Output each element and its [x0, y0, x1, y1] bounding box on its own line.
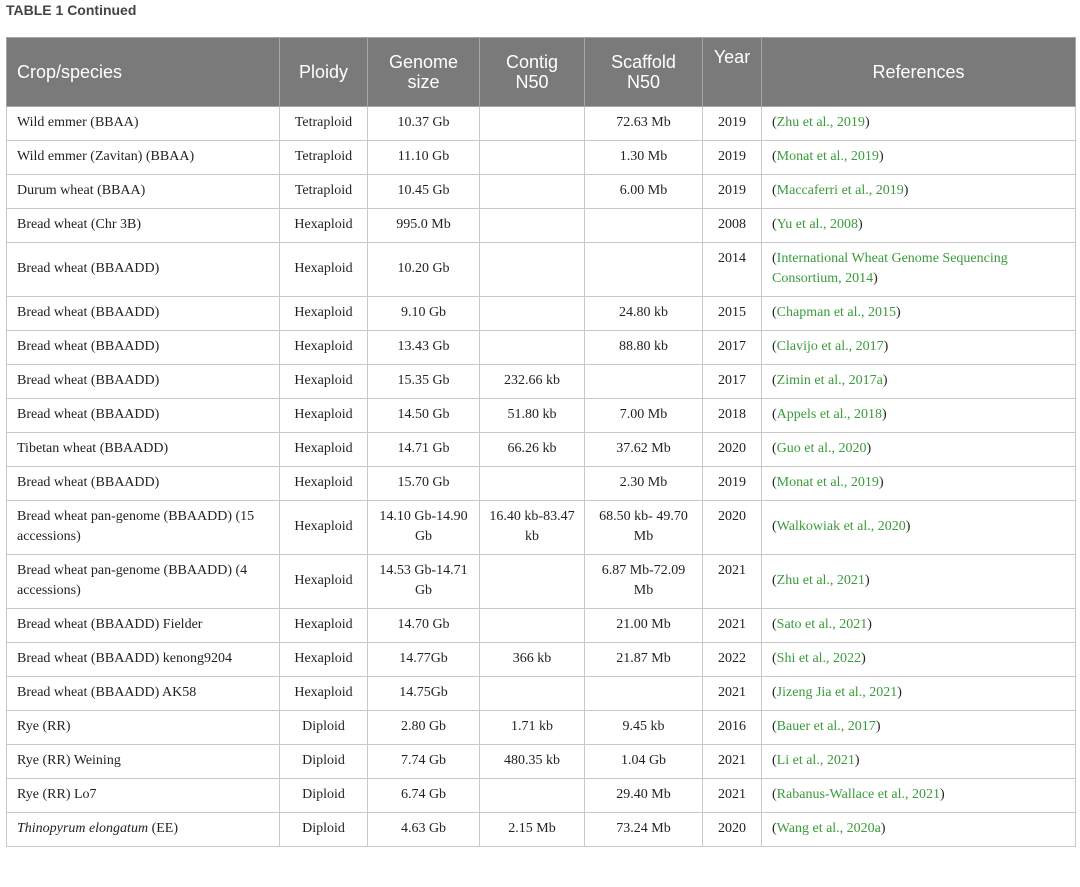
- contig-n50-cell: [480, 209, 585, 243]
- year-cell: 2008: [703, 209, 762, 243]
- scaffold-n50-cell: [585, 365, 703, 399]
- genome-size-cell: 4.63 Gb: [368, 813, 480, 847]
- reference-link[interactable]: Zhu et al., 2021: [776, 573, 865, 588]
- year-cell: 2019: [703, 175, 762, 209]
- year-cell: 2014: [703, 243, 762, 297]
- reference-link[interactable]: Zhu et al., 2019: [776, 115, 865, 130]
- crop-species-italic: Thinopyrum elongatum: [17, 821, 149, 836]
- table-row: [7, 433, 1076, 467]
- reference-close-paren: ): [864, 115, 870, 130]
- scaffold-n50-cell: [585, 243, 703, 297]
- crop-species-cell: [7, 243, 280, 297]
- year-cell: 2017: [703, 331, 762, 365]
- year-cell: 2017: [703, 365, 762, 399]
- crop-species-text: Rye (RR): [17, 719, 71, 734]
- reference-open-paren: (: [772, 651, 777, 666]
- contig-n50-cell: [480, 609, 585, 643]
- reference-open-paren: (: [772, 821, 777, 836]
- year-cell: 2020: [703, 501, 762, 555]
- contig-n50-cell: [480, 331, 585, 365]
- genome-size-cell: 6.74 Gb: [368, 779, 480, 813]
- scaffold-n50-cell: 9.45 kb: [585, 711, 703, 745]
- crop-species-cell: [7, 467, 280, 501]
- genome-size-cell: 2.80 Gb: [368, 711, 480, 745]
- reference-cell: [762, 779, 1076, 813]
- crop-species-cell: [7, 331, 280, 365]
- reference-close-paren: ): [896, 305, 901, 320]
- reference-close-paren: ): [905, 519, 911, 534]
- year-cell: 2019: [703, 141, 762, 175]
- genome-size-cell: 7.74 Gb: [368, 745, 480, 779]
- reference-open-paren: (: [772, 719, 777, 734]
- genome-size-cell: 10.45 Gb: [368, 175, 480, 209]
- ploidy-cell: Tetraploid: [280, 175, 368, 209]
- genome-size-cell: 10.20 Gb: [368, 243, 480, 297]
- crop-species-text: Tibetan wheat (BBAADD): [17, 441, 169, 456]
- genome-size-cell: 15.35 Gb: [368, 365, 480, 399]
- reference-close-paren: ): [883, 339, 889, 354]
- table-caption: TABLE 1 Continued: [6, 2, 137, 18]
- reference-close-paren: ): [867, 617, 872, 632]
- genome-size-cell: 11.10 Gb: [368, 141, 480, 175]
- reference-open-paren: (: [772, 685, 777, 700]
- genome-size-cell: 10.37 Gb: [368, 107, 480, 141]
- genome-size-cell: 14.77Gb: [368, 643, 480, 677]
- header-crop: Crop/species: [7, 38, 280, 107]
- ploidy-cell: Hexaploid: [280, 243, 368, 297]
- reference-link[interactable]: Bauer et al., 2017: [776, 719, 876, 734]
- reference-cell: [762, 331, 1076, 365]
- crop-species-text: Wild emmer (Zavitan) (BBAA): [17, 149, 195, 164]
- ploidy-cell: Diploid: [280, 745, 368, 779]
- crop-species-text: Bread wheat (BBAADD): [17, 407, 160, 422]
- scaffold-n50-cell: [585, 209, 703, 243]
- reference-open-paren: (: [772, 115, 777, 130]
- table-row: [7, 365, 1076, 399]
- ploidy-cell: Hexaploid: [280, 209, 368, 243]
- reference-cell: [762, 813, 1076, 847]
- reference-close-paren: ): [873, 271, 878, 286]
- scaffold-n50-cell: 72.63 Mb: [585, 107, 703, 141]
- contig-n50-cell: 16.40 kb-83.47 kb: [480, 501, 585, 555]
- table-row: [7, 141, 1076, 175]
- contig-n50-cell: 232.66 kb: [480, 365, 585, 399]
- contig-n50-cell: 1.71 kb: [480, 711, 585, 745]
- scaffold-n50-cell: 6.87 Mb-72.09 Mb: [585, 555, 703, 609]
- reference-open-paren: (: [772, 183, 777, 198]
- scaffold-n50-cell: 1.04 Gb: [585, 745, 703, 779]
- reference-open-paren: (: [772, 441, 777, 456]
- table-row: [7, 107, 1076, 141]
- reference-cell: [762, 609, 1076, 643]
- reference-close-paren: ): [854, 753, 860, 768]
- crop-species-cell: [7, 297, 280, 331]
- table-row: [7, 813, 1076, 847]
- header-row: [7, 38, 1076, 107]
- ploidy-cell: Diploid: [280, 813, 368, 847]
- ploidy-cell: Hexaploid: [280, 399, 368, 433]
- scaffold-n50-cell: 24.80 kb: [585, 297, 703, 331]
- reference-cell: [762, 677, 1076, 711]
- year-cell: 2020: [703, 433, 762, 467]
- table-row: [7, 399, 1076, 433]
- reference-link[interactable]: Li et al., 2021: [776, 753, 855, 768]
- year-cell: 2021: [703, 555, 762, 609]
- year-cell: 2018: [703, 399, 762, 433]
- reference-cell: [762, 501, 1076, 555]
- scaffold-n50-cell: 21.87 Mb: [585, 643, 703, 677]
- reference-cell: [762, 297, 1076, 331]
- scaffold-n50-cell: 7.00 Mb: [585, 399, 703, 433]
- reference-close-paren: ): [866, 441, 872, 456]
- table-row: [7, 779, 1076, 813]
- genome-size-cell: 14.50 Gb: [368, 399, 480, 433]
- header-genome-size: [368, 38, 480, 107]
- ploidy-cell: Hexaploid: [280, 297, 368, 331]
- year-cell: 2019: [703, 107, 762, 141]
- ploidy-cell: Hexaploid: [280, 555, 368, 609]
- crop-species-cell: [7, 779, 280, 813]
- contig-n50-cell: [480, 677, 585, 711]
- contig-n50-cell: 366 kb: [480, 643, 585, 677]
- contig-n50-cell: [480, 555, 585, 609]
- ploidy-cell: Hexaploid: [280, 331, 368, 365]
- scaffold-n50-cell: 2.30 Mb: [585, 467, 703, 501]
- scaffold-n50-cell: 1.30 Mb: [585, 141, 703, 175]
- crop-species-text: Durum wheat (BBAA): [17, 183, 146, 198]
- crop-species-cell: [7, 711, 280, 745]
- genome-size-cell: 14.53 Gb-14.71 Gb: [368, 555, 480, 609]
- reference-link[interactable]: Sato et al., 2021: [776, 617, 868, 632]
- crop-species-cell: [7, 209, 280, 243]
- table-row: [7, 643, 1076, 677]
- ploidy-cell: Tetraploid: [280, 107, 368, 141]
- year-cell: 2021: [703, 779, 762, 813]
- crop-species-text: Bread wheat (BBAADD) kenong9204: [17, 651, 233, 666]
- header-scaffold: [585, 38, 703, 107]
- ploidy-cell: Hexaploid: [280, 609, 368, 643]
- table-row: [7, 243, 1076, 297]
- reference-link[interactable]: Maccaferri et al., 2019: [776, 183, 904, 198]
- crop-species-cell: [7, 399, 280, 433]
- reference-open-paren: (: [772, 305, 777, 320]
- reference-link[interactable]: Rabanus-Wallace et al., 2021: [776, 787, 940, 802]
- year-cell: 2021: [703, 677, 762, 711]
- crop-species-cell: [7, 107, 280, 141]
- reference-cell: [762, 243, 1076, 297]
- crop-species-text: Rye (RR) Weining: [17, 753, 121, 768]
- crop-species-text: (EE): [148, 821, 178, 836]
- scaffold-n50-cell: 21.00 Mb: [585, 609, 703, 643]
- reference-close-paren: ): [897, 685, 902, 700]
- reference-link[interactable]: Yu et al., 2008: [776, 217, 858, 232]
- year-cell: 2015: [703, 297, 762, 331]
- scaffold-n50-cell: 68.50 kb- 49.70 Mb: [585, 501, 703, 555]
- reference-open-paren: (: [772, 519, 777, 534]
- ploidy-cell: Hexaploid: [280, 643, 368, 677]
- reference-open-paren: (: [772, 407, 777, 422]
- crop-species-text: Bread wheat (Chr 3B): [17, 217, 142, 232]
- year-cell: 2021: [703, 609, 762, 643]
- reference-open-paren: (: [772, 753, 777, 768]
- header-scaffold-line1: Scaffold: [611, 52, 676, 72]
- scaffold-n50-cell: 6.00 Mb: [585, 175, 703, 209]
- reference-cell: [762, 141, 1076, 175]
- crop-species-cell: [7, 555, 280, 609]
- ploidy-cell: Hexaploid: [280, 677, 368, 711]
- reference-cell: [762, 467, 1076, 501]
- contig-n50-cell: [480, 467, 585, 501]
- table-row: [7, 501, 1076, 555]
- reference-link[interactable]: Zimin et al., 2017a: [776, 373, 883, 388]
- reference-cell: [762, 643, 1076, 677]
- crop-species-text: Bread wheat (BBAADD) Fielder: [17, 617, 203, 632]
- scaffold-n50-cell: 29.40 Mb: [585, 779, 703, 813]
- header-ploidy: Ploidy: [280, 38, 368, 107]
- crop-species-cell: [7, 433, 280, 467]
- reference-link[interactable]: Guo et al., 2020: [776, 441, 867, 456]
- reference-cell: [762, 209, 1076, 243]
- ploidy-cell: Diploid: [280, 711, 368, 745]
- reference-link[interactable]: Chapman et al., 2015: [776, 305, 897, 320]
- reference-open-paren: (: [772, 217, 777, 232]
- genome-size-cell: 14.10 Gb-14.90 Gb: [368, 501, 480, 555]
- header-genome-line1: Genome: [388, 52, 459, 72]
- header-contig: [480, 38, 585, 107]
- contig-n50-cell: 2.15 Mb: [480, 813, 585, 847]
- scaffold-n50-cell: 88.80 kb: [585, 331, 703, 365]
- reference-close-paren: ): [882, 407, 887, 422]
- genome-size-cell: 14.70 Gb: [368, 609, 480, 643]
- reference-open-paren: (: [772, 475, 777, 490]
- genome-size-cell: 13.43 Gb: [368, 331, 480, 365]
- year-cell: 2016: [703, 711, 762, 745]
- reference-close-paren: ): [875, 719, 881, 734]
- reference-link[interactable]: Walkowiak et al., 2020: [776, 519, 906, 534]
- genome-size-cell: 15.70 Gb: [368, 467, 480, 501]
- contig-n50-cell: [480, 175, 585, 209]
- table-row: [7, 609, 1076, 643]
- header-year: Year: [703, 38, 762, 107]
- crop-species-text: Bread wheat pan-genome (BBAADD) (15 accessions): [17, 509, 255, 544]
- reference-close-paren: ): [903, 183, 909, 198]
- reference-cell: [762, 433, 1076, 467]
- reference-open-paren: (: [772, 373, 777, 388]
- contig-n50-cell: 51.80 kb: [480, 399, 585, 433]
- table-body: [7, 107, 1076, 847]
- crop-species-text: Bread wheat (BBAADD): [17, 373, 160, 388]
- ploidy-cell: Hexaploid: [280, 467, 368, 501]
- ploidy-cell: Hexaploid: [280, 433, 368, 467]
- header-references: References: [762, 38, 1076, 107]
- reference-close-paren: ): [939, 787, 945, 802]
- crop-species-cell: [7, 677, 280, 711]
- year-cell: 2019: [703, 467, 762, 501]
- ploidy-cell: Diploid: [280, 779, 368, 813]
- contig-n50-cell: [480, 297, 585, 331]
- reference-cell: [762, 745, 1076, 779]
- year-cell: 2020: [703, 813, 762, 847]
- scaffold-n50-cell: [585, 677, 703, 711]
- table-row: [7, 711, 1076, 745]
- reference-open-paren: (: [772, 573, 777, 588]
- reference-open-paren: (: [772, 149, 777, 164]
- header-scaffold-line2: N50: [626, 72, 661, 92]
- reference-open-paren: (: [772, 787, 777, 802]
- header-genome-line2: size: [407, 72, 440, 92]
- table-row: [7, 175, 1076, 209]
- contig-n50-cell: 480.35 kb: [480, 745, 585, 779]
- reference-link[interactable]: Clavijo et al., 2017: [776, 339, 884, 354]
- header-contig-line2: N50: [515, 72, 549, 92]
- crop-species-text: Rye (RR) Lo7: [17, 787, 97, 802]
- reference-cell: [762, 399, 1076, 433]
- crop-species-text: Bread wheat (BBAADD) AK58: [17, 685, 197, 700]
- crop-species-text: Bread wheat (BBAADD): [17, 305, 160, 320]
- reference-close-paren: ): [861, 651, 866, 666]
- table-row: [7, 677, 1076, 711]
- crop-species-text: Bread wheat (BBAADD): [17, 339, 160, 354]
- crop-species-text: Wild emmer (BBAA): [17, 115, 139, 130]
- crop-species-cell: [7, 643, 280, 677]
- table-row: [7, 745, 1076, 779]
- table-row: [7, 297, 1076, 331]
- reference-link[interactable]: Appels et al., 2018: [776, 407, 883, 422]
- reference-cell: [762, 555, 1076, 609]
- reference-open-paren: (: [772, 617, 777, 632]
- year-cell: 2021: [703, 745, 762, 779]
- reference-close-paren: ): [857, 217, 863, 232]
- reference-close-paren: ): [880, 821, 886, 836]
- scaffold-n50-cell: 37.62 Mb: [585, 433, 703, 467]
- genome-table: [6, 37, 1076, 847]
- ploidy-cell: Hexaploid: [280, 365, 368, 399]
- reference-close-paren: ): [864, 573, 870, 588]
- reference-cell: [762, 107, 1076, 141]
- genome-size-cell: 14.71 Gb: [368, 433, 480, 467]
- reference-link[interactable]: Wang et al., 2020a: [776, 821, 881, 836]
- ploidy-cell: Tetraploid: [280, 141, 368, 175]
- year-cell: 2022: [703, 643, 762, 677]
- crop-species-cell: [7, 365, 280, 399]
- table-row: [7, 555, 1076, 609]
- crop-species-cell: [7, 609, 280, 643]
- table-row: [7, 331, 1076, 365]
- crop-species-cell: [7, 813, 280, 847]
- scaffold-n50-cell: 73.24 Mb: [585, 813, 703, 847]
- reference-open-paren: (: [772, 339, 777, 354]
- reference-link[interactable]: Jizeng Jia et al., 2021: [776, 685, 898, 700]
- crop-species-text: Bread wheat (BBAADD): [17, 475, 160, 490]
- contig-n50-cell: 66.26 kb: [480, 433, 585, 467]
- genome-size-cell: 9.10 Gb: [368, 297, 480, 331]
- reference-link[interactable]: International Wheat Genome Sequencing Consortium, 2014: [772, 251, 1008, 286]
- reference-close-paren: ): [878, 475, 884, 490]
- contig-n50-cell: [480, 141, 585, 175]
- crop-species-text: Bread wheat (BBAADD): [17, 261, 160, 276]
- reference-close-paren: ): [878, 149, 884, 164]
- contig-n50-cell: [480, 243, 585, 297]
- header-contig-line1: Contig: [505, 52, 559, 72]
- ploidy-cell: Hexaploid: [280, 501, 368, 555]
- crop-species-cell: [7, 501, 280, 555]
- reference-link[interactable]: Monat et al., 2019: [776, 475, 879, 490]
- reference-cell: [762, 175, 1076, 209]
- reference-link[interactable]: Monat et al., 2019: [776, 149, 879, 164]
- table-row: [7, 209, 1076, 243]
- genome-size-cell: 14.75Gb: [368, 677, 480, 711]
- crop-species-cell: [7, 175, 280, 209]
- contig-n50-cell: [480, 779, 585, 813]
- reference-cell: [762, 365, 1076, 399]
- genome-size-cell: 995.0 Mb: [368, 209, 480, 243]
- crop-species-cell: [7, 141, 280, 175]
- table-row: [7, 467, 1076, 501]
- reference-cell: [762, 711, 1076, 745]
- crop-species-cell: [7, 745, 280, 779]
- contig-n50-cell: [480, 107, 585, 141]
- crop-species-text: Bread wheat pan-genome (BBAADD) (4 accessions): [17, 563, 248, 598]
- reference-close-paren: ): [882, 373, 888, 388]
- reference-open-paren: (: [772, 251, 777, 266]
- reference-link[interactable]: Shi et al., 2022: [776, 651, 862, 666]
